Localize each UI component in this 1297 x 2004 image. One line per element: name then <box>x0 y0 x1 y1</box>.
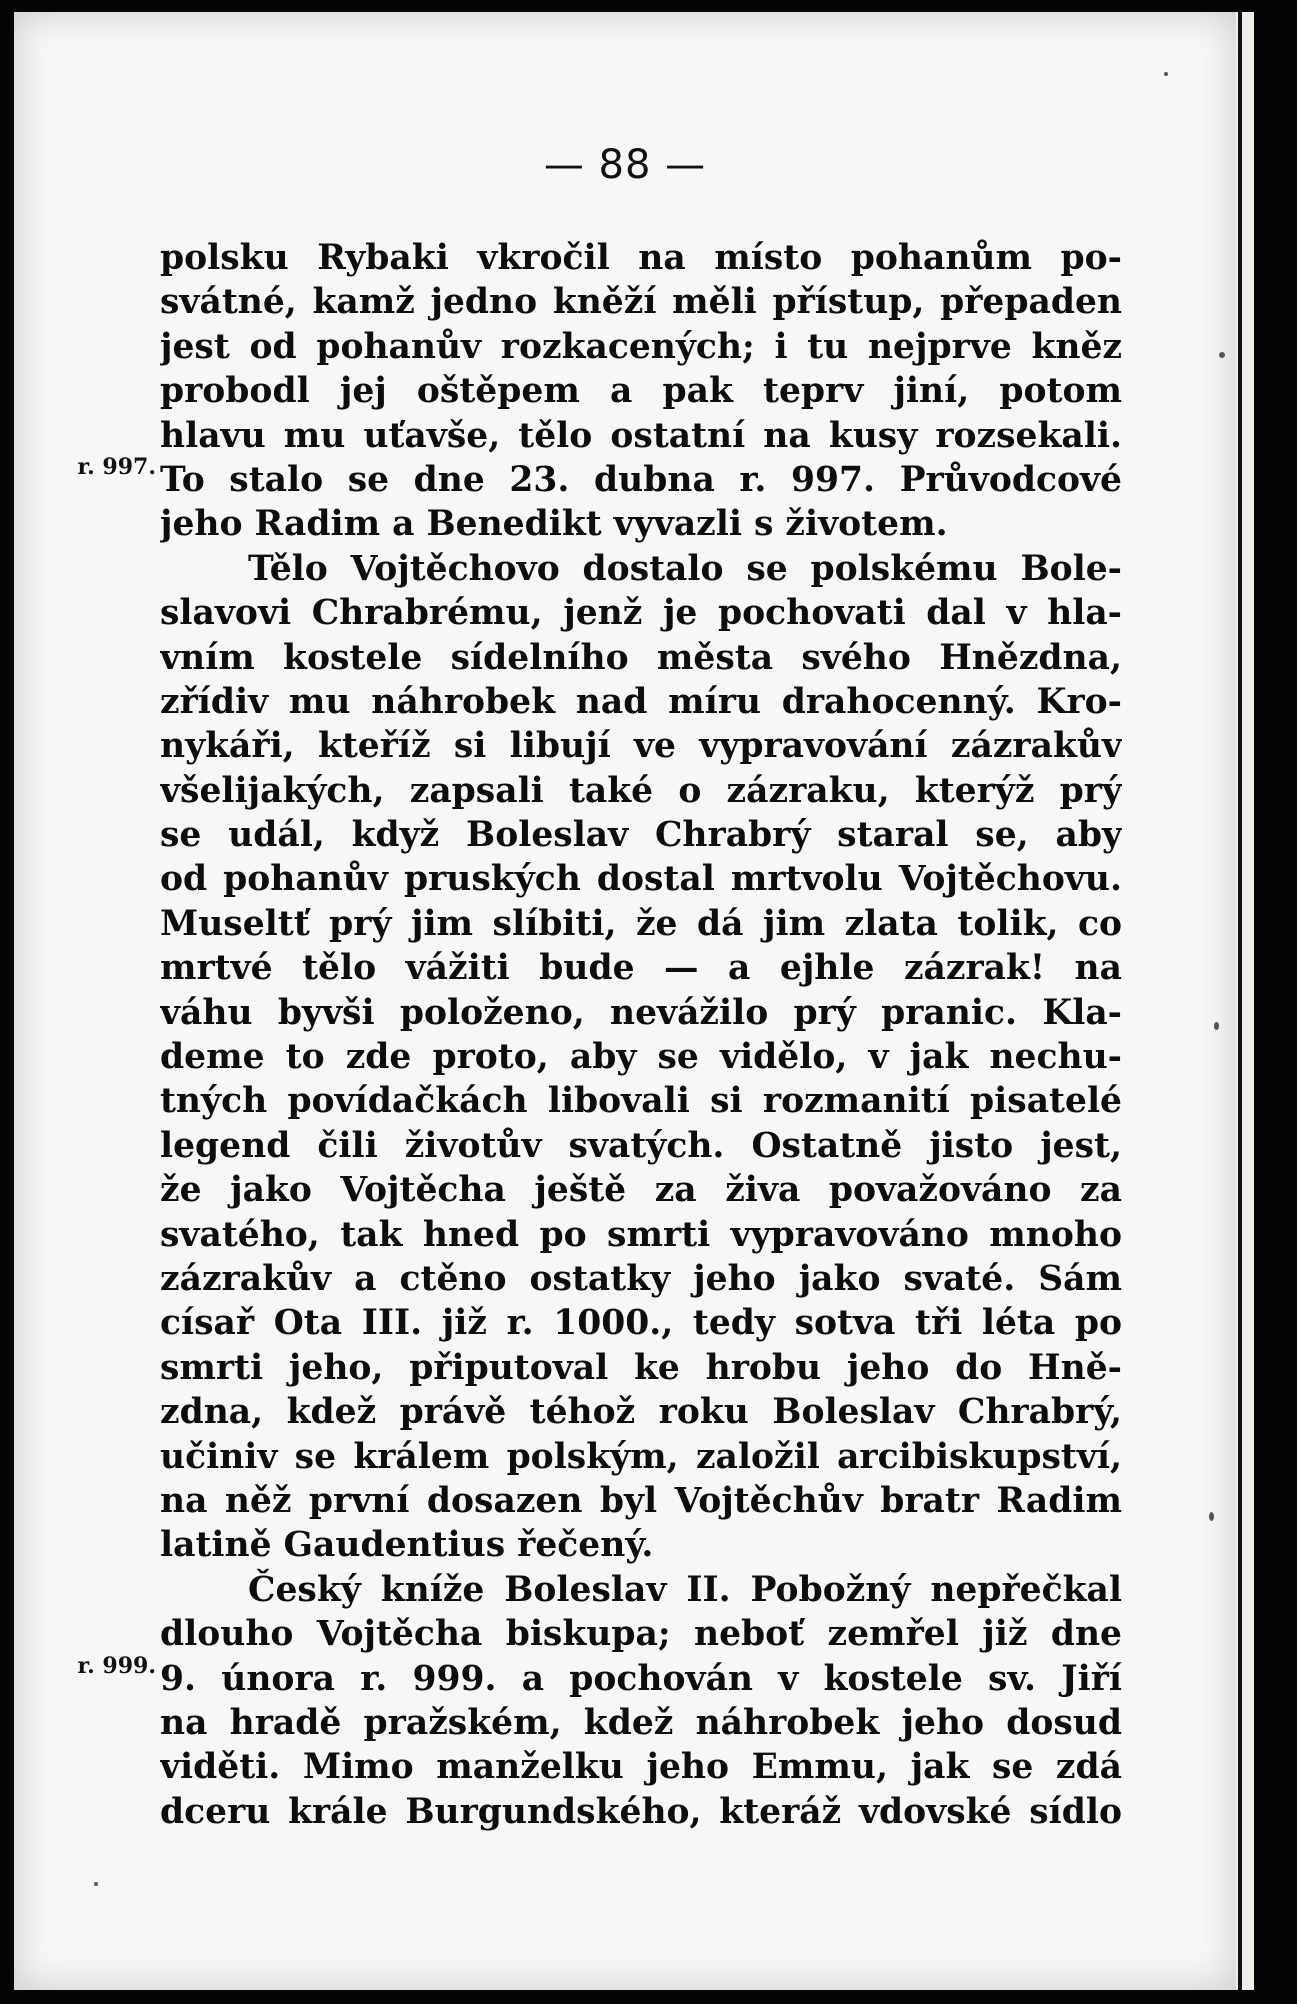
text-line: svátné, kamž jedno kněží měli přístup, přepaden <box>160 282 1122 323</box>
scan-speck <box>94 1882 98 1886</box>
text-line: zázrakův a ctěno ostatky jeho jako svaté. Sám <box>160 1258 1122 1299</box>
text-line: hlavu mu uťavše, tělo ostatní na kusy rozsekali. <box>160 415 1122 456</box>
text-line: vním kostele sídelního města svého Hnězdna, <box>160 637 1122 678</box>
text-line: císař Ota III. již r. 1000., tedy sotva tři léta po <box>160 1303 1122 1344</box>
text-line: Museltť prý jim slíbiti, že dá jim zlata tolik, co <box>160 903 1122 944</box>
text-line: viděti. Mimo manželku jeho Emmu, jak se zdá <box>160 1747 1122 1788</box>
text-line: deme to zde proto, aby se vidělo, v jak nechu- <box>160 1037 1122 1078</box>
text-line: dlouho Vojtěcha biskupa; neboť zemřel již dne <box>160 1614 1122 1655</box>
text-line: že jako Vojtěcha ještě za živa považováno za <box>160 1170 1122 1211</box>
book-page <box>14 12 1236 1990</box>
text-line: dceru krále Burgundského, kteráž vdovské sídlo <box>160 1791 1122 1832</box>
text-line: smrti jeho, připutoval ke hrobu jeho do Hně- <box>160 1347 1122 1388</box>
scan-speck <box>1214 1022 1219 1030</box>
text-line: jest od pohanův rozkacených; i tu nejprve kněz <box>160 326 1122 367</box>
text-line: To stalo se dne 23. dubna r. 997. Průvodcové <box>160 459 1122 500</box>
text-line: zřídiv mu náhrobek nad míru drahocenný. Kro- <box>160 681 1122 722</box>
text-line: legend čili životův svatých. Ostatně jisto jest, <box>160 1125 1122 1166</box>
margin-note-year-997: r. 997. <box>77 454 156 480</box>
text-line: váhu byvši položeno, nevážilo prý pranic. Kla- <box>160 992 1122 1033</box>
text-line: mrtvé tělo vážiti bude — a ejhle zázrak! na <box>160 948 1122 989</box>
text-line: tných povídačkách libovali si rozmanití pisatelé <box>160 1081 1122 1122</box>
text-line: zdna, kdež právě téhož roku Boleslav Chrabrý, <box>160 1392 1122 1433</box>
margin-note-year-999: r. 999. <box>77 1653 156 1679</box>
text-line: latině Gaudentius řečený. <box>160 1525 654 1566</box>
body-text <box>160 236 1122 1834</box>
page-number: — 88 — <box>543 142 707 188</box>
text-line: svatého, tak hned po smrti vypravováno mnoho <box>160 1214 1122 1255</box>
text-line: jeho Radim a Benedikt vyvazli s životem. <box>160 504 948 545</box>
text-line: od pohanův pruských dostal mrtvolu Vojtěchovu. <box>160 859 1122 900</box>
text-line: na něž první dosazen byl Vojtěchův bratr Radim <box>160 1480 1122 1521</box>
text-line: probodl jej oštěpem a pak teprv jiní, potom <box>160 371 1122 412</box>
text-line: se udál, když Boleslav Chrabrý staral se, aby <box>160 815 1122 856</box>
text-line: na hradě pražském, kdež náhrobek jeho dosud <box>160 1702 1122 1743</box>
text-line: Český kníže Boleslav II. Pobožný nepřečkal <box>248 1569 1122 1610</box>
text-line: všelijakých, zapsali také o zázraku, kterýž prý <box>160 770 1122 811</box>
scan-speck <box>1164 72 1168 76</box>
page-gutter-line <box>1238 12 1242 1990</box>
text-line: 9. února r. 999. a pochován v kostele sv. Jiří <box>160 1658 1122 1699</box>
text-line: polsku Rybaki vkročil na místo pohanům po- <box>160 238 1122 278</box>
text-line: slavovi Chrabrému, jenž je pochovati dal v hla- <box>160 593 1122 634</box>
text-line: Tělo Vojtěchovo dostalo se polskému Bole- <box>248 548 1122 589</box>
scan-speck <box>1209 1512 1214 1521</box>
text-line: učiniv se králem polským, založil arcibiskupství, <box>160 1436 1122 1477</box>
scan-speck <box>1219 352 1225 358</box>
text-line: nykáři, kteříž si libují ve vypravování zázrakův <box>160 726 1122 767</box>
